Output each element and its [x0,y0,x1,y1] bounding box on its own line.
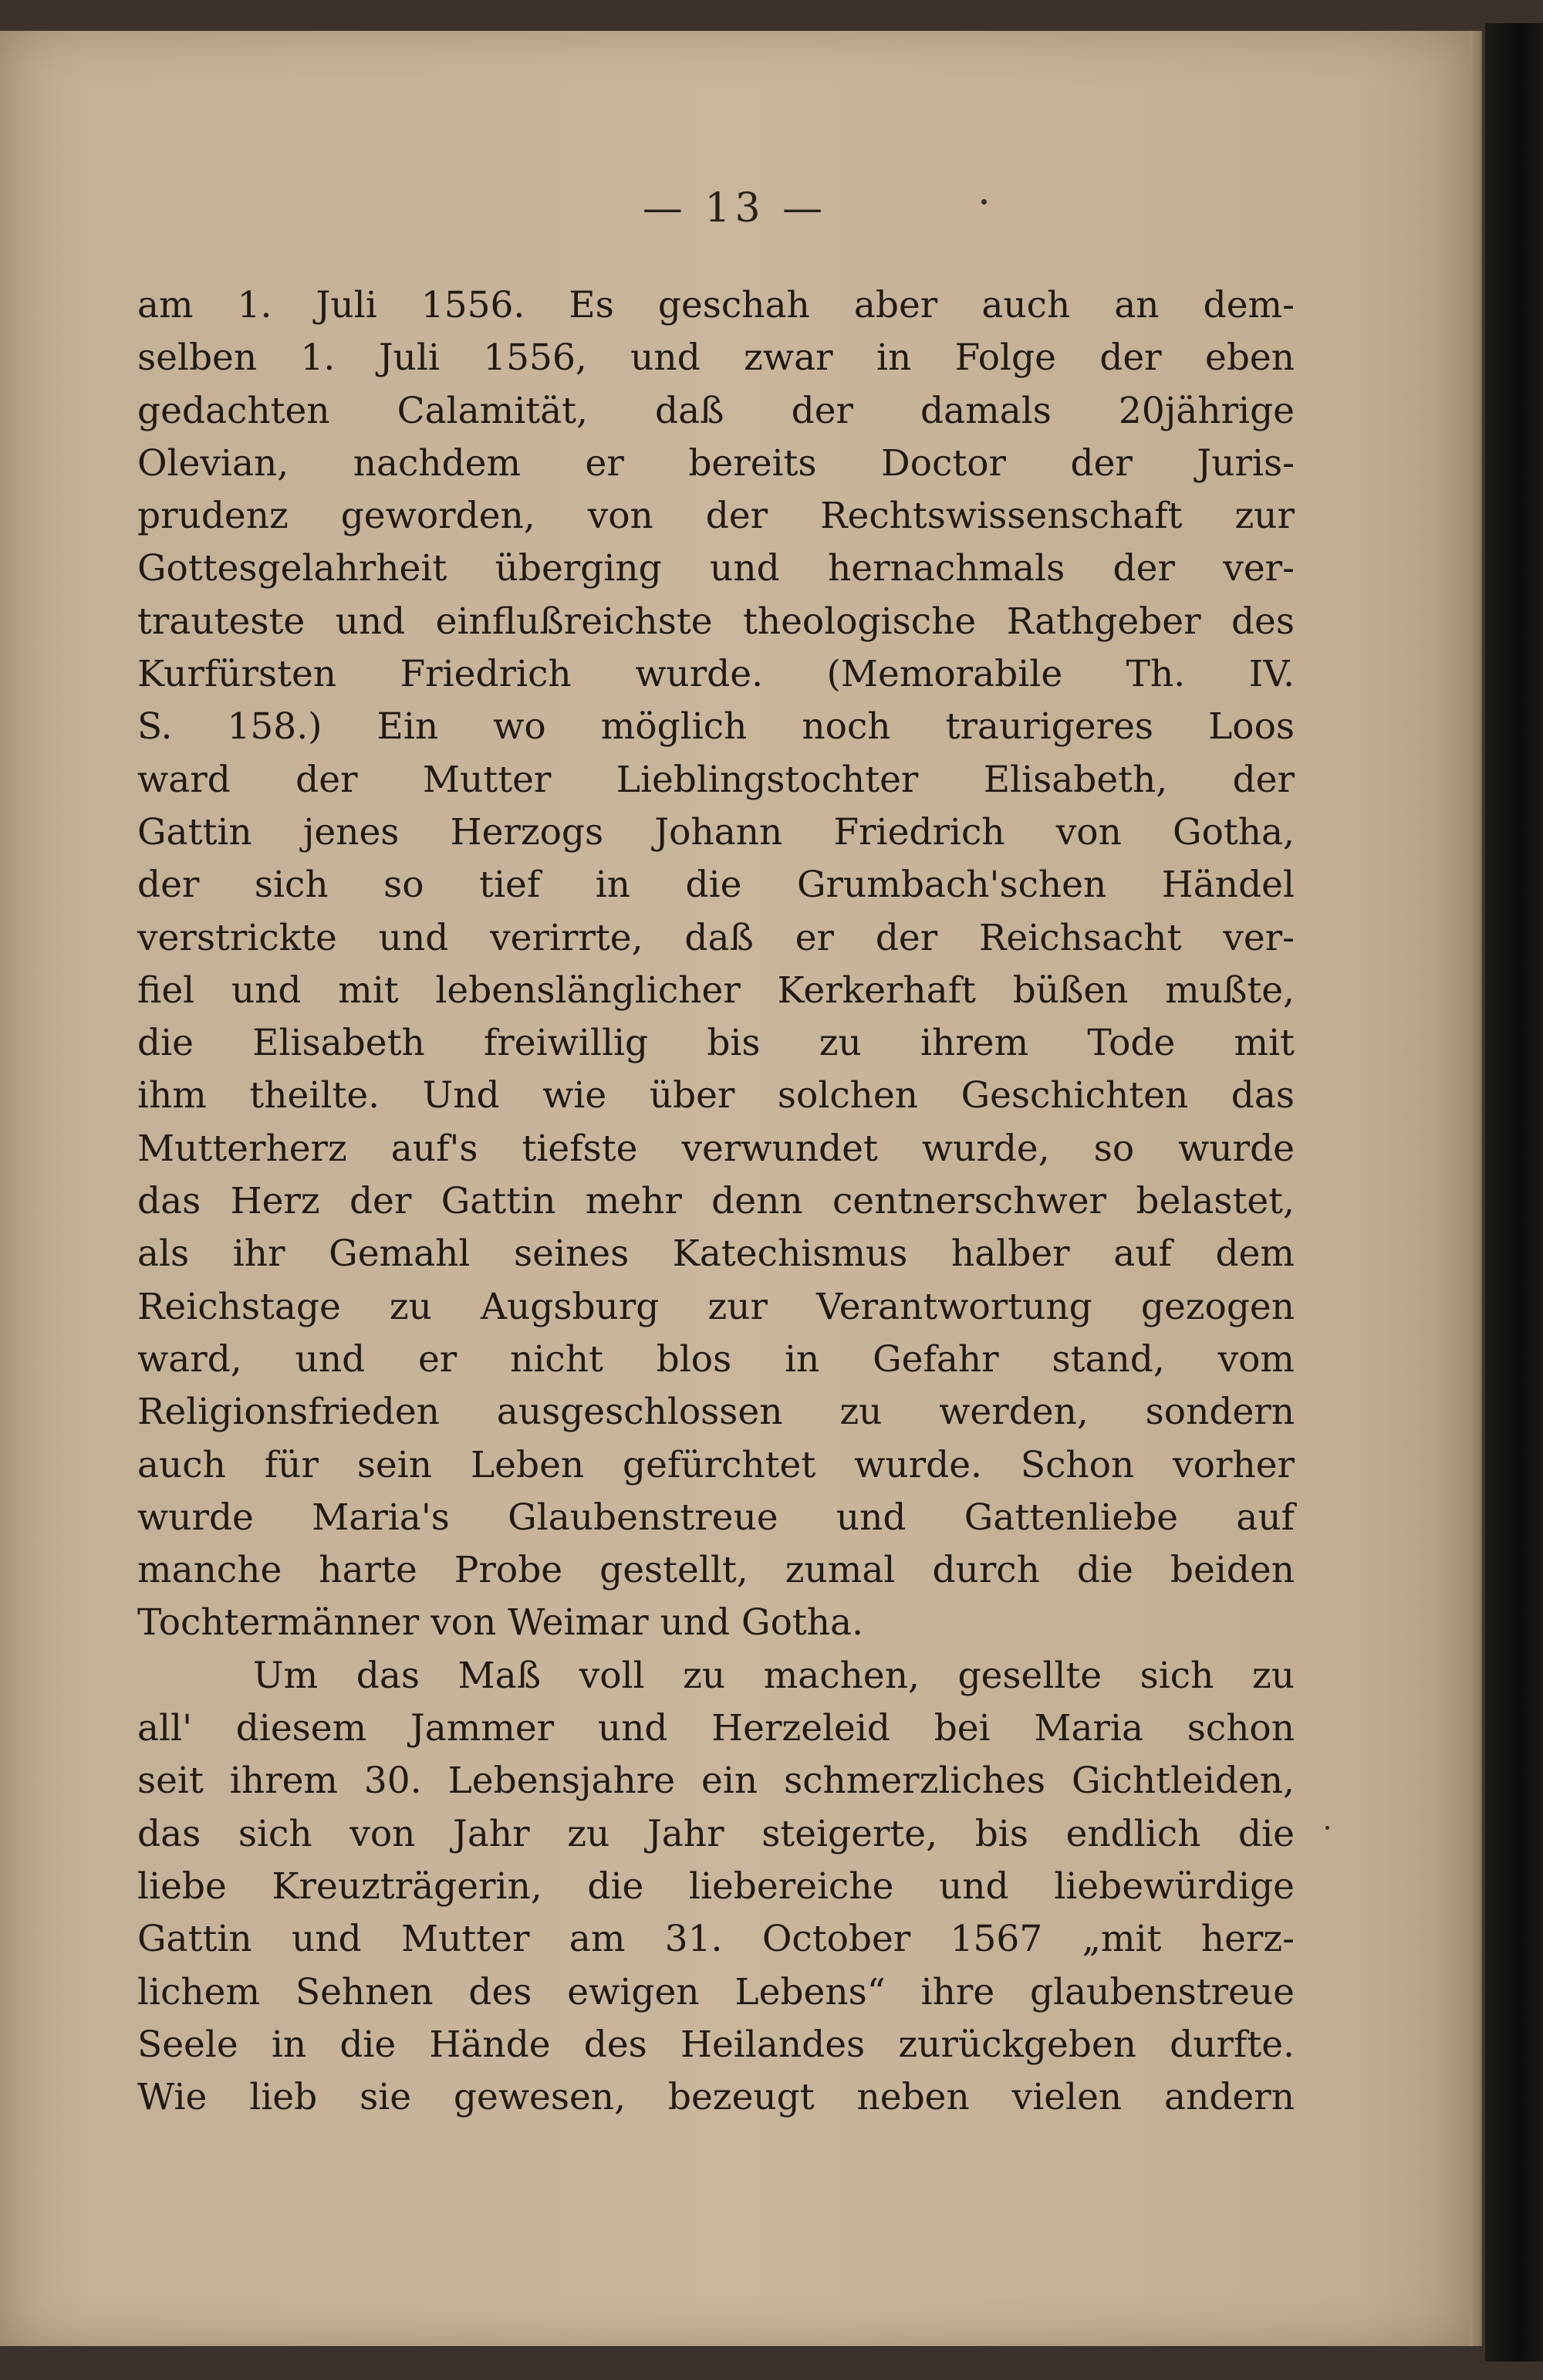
text-line: Um das Maß voll zu machen, gesellte sich zu [253,1654,1295,1697]
text-line: Olevian, nachdem er bereits Doctor der Juris- [137,441,1295,485]
text-line: Gottesgelahrheit überging und hernachmals der ver- [137,547,1295,590]
text-line: Kurfürsten Friedrich wurde. (Memorabile Th. IV. [137,653,1295,696]
text-line: selben 1. Juli 1556, und zwar in Folge der eben [137,336,1295,380]
text-line: ihm theilte. Und wie über solchen Geschichten das [137,1074,1295,1117]
text-line: trauteste und einflußreichste theologische Rathgeber des [137,600,1295,643]
text-line: prudenz geworden, von der Rechtswissenschaft zur [137,495,1295,538]
text-line: verstrickte und verirrte, daß er der Reichsacht ver- [137,916,1295,959]
text-line: auch für sein Leben gefürchtet wurde. Schon vorher [137,1443,1295,1486]
page-edge [1470,31,1476,2346]
paper-speck [981,199,987,205]
text-line: Wie lieb sie gewesen, bezeugt neben vielen andern [137,2076,1295,2119]
text-line: all' diesem Jammer und Herzeleid bei Maria schon [137,1707,1295,1750]
text-line: Reichstage zu Augsburg zur Verantwortung gezogen [137,1285,1295,1328]
text-line: Gattin und Mutter am 31. October 1567 „mit herz- [137,1918,1295,1961]
text-line: S. 158.) Ein wo möglich noch traurigeres Loos [137,705,1295,749]
text-line: liebe Kreuzträgerin, die liebereiche und liebewürdige [137,1864,1295,1908]
page-edge-2 [1476,31,1482,2346]
text-line: das Herz der Gattin mehr denn centnerschwer belastet, [137,1180,1295,1223]
body-text [137,279,1295,2124]
text-line: das sich von Jahr zu Jahr steigerte, bis endlich die [137,1812,1295,1855]
text-line: lichem Sehnen des ewigen Lebens“ ihre glaubenstreue [137,1970,1295,2013]
text-line: gedachten Calamität, daß der damals 20jährige [137,389,1295,432]
text-line: Mutterherz auf's tiefste verwundet wurde, so wurde [137,1127,1295,1170]
text-line: ward, und er nicht blos in Gefahr stand, vom [137,1337,1295,1381]
text-line: der sich so tief in die Grumbach'schen Händel [137,864,1295,907]
text-line: wurde Maria's Glaubenstreue und Gattenliebe auf [137,1496,1295,1539]
paper-speck [1325,1826,1329,1830]
text-line: als ihr Gemahl seines Katechismus halber auf dem [137,1232,1295,1276]
page-number-header: — 13 — [642,185,828,232]
text-line: ward der Mutter Lieblingstochter Elisabeth, der [137,758,1295,801]
text-line: am 1. Juli 1556. Es geschah aber auch an dem- [137,284,1295,326]
text-line: manche harte Probe gestellt, zumal durch die beiden [137,1549,1295,1592]
text-line: die Elisabeth freiwillig bis zu ihrem Tode mit [137,1022,1295,1065]
text-line: Religionsfrieden ausgeschlossen zu werden, sondern [137,1391,1295,1434]
text-line: Seele in die Hände des Heilandes zurückgeben durfte. [137,2023,1295,2066]
text-line: fiel und mit lebenslänglicher Kerkerhaft büßen mußte, [137,969,1295,1012]
text-line: Gattin jenes Herzogs Johann Friedrich von Gotha, [137,810,1295,854]
text-line: seit ihrem 30. Lebensjahre ein schmerzliches Gichtleiden, [137,1760,1295,1803]
book-cover-edge [1485,23,1543,2361]
text-line: Tochtermänner von Weimar und Gotha. [137,1601,864,1645]
